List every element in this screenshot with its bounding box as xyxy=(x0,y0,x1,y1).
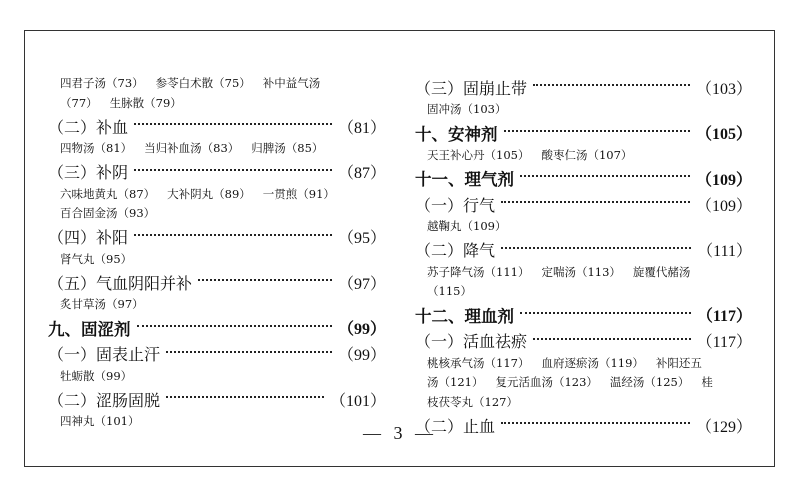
toc-page-ref: （111） xyxy=(697,243,752,260)
toc-entry: 四神丸（101） xyxy=(60,414,140,428)
dot-leader xyxy=(198,279,332,281)
toc-entry-line xyxy=(48,204,386,224)
toc-entry: 桃核承气汤（117） xyxy=(427,355,530,370)
toc-entry: 定喘汤（113） xyxy=(541,264,621,279)
toc-entry-line xyxy=(48,185,386,205)
toc-section-heading xyxy=(415,165,752,191)
toc-section-heading xyxy=(415,120,752,146)
toc-page-ref: （117） xyxy=(696,308,752,325)
toc-page-ref: （87） xyxy=(337,165,386,182)
toc-page-ref: （117） xyxy=(696,334,752,351)
toc-entry: 当归补血汤（83） xyxy=(144,141,240,155)
toc-heading-title: （三）补阴 xyxy=(48,163,129,182)
toc-entry: 生脉散（79） xyxy=(109,95,182,110)
toc-heading-title: （一）固表止汗 xyxy=(48,345,161,364)
toc-entry-line xyxy=(415,393,752,413)
toc-entry-line xyxy=(415,354,752,374)
toc-entry: （115） xyxy=(427,284,472,298)
dot-leader xyxy=(134,123,332,125)
toc-subsection-heading xyxy=(48,159,386,185)
toc-entry: 越鞠丸（109） xyxy=(427,219,507,233)
toc-heading-title: 十、安神剂 xyxy=(415,124,498,144)
toc-subsection-heading xyxy=(48,341,386,367)
toc-entry: 旋覆代赭汤 xyxy=(632,264,691,279)
toc-entry-line xyxy=(415,263,752,283)
toc-entry: 归脾汤（85） xyxy=(251,141,324,155)
toc-page-ref: （99） xyxy=(337,347,386,364)
toc-page-ref: （109） xyxy=(695,197,752,215)
toc-page-ref: （101） xyxy=(329,392,386,410)
toc-heading-title: 九、固涩剂 xyxy=(48,319,131,339)
toc-entry-line xyxy=(48,74,386,94)
toc-entry-line xyxy=(48,250,386,270)
toc-entry-line xyxy=(415,373,752,393)
toc-entry: 复元活血汤（123） xyxy=(495,375,598,389)
toc-entry-line xyxy=(415,217,752,237)
toc-entry: 固冲汤（103） xyxy=(427,102,507,116)
toc-page-ref: （97） xyxy=(337,275,386,293)
dot-leader xyxy=(137,325,332,327)
toc-entry: 补阳还五 xyxy=(655,355,702,370)
toc-subsection-heading xyxy=(415,74,752,100)
toc-heading-title: 十一、理气剂 xyxy=(415,170,514,189)
toc-heading-title: （二）止血 xyxy=(415,416,496,436)
toc-entry-line xyxy=(415,282,752,302)
toc-entry: 温经汤（125） xyxy=(609,375,690,389)
toc-entry: 四君子汤（73） xyxy=(60,76,144,90)
dot-leader xyxy=(501,201,690,203)
toc-entry: 枝茯苓丸（127） xyxy=(427,394,518,409)
toc-heading-title: （二）补血 xyxy=(48,117,129,137)
toc-entry: 肾气丸（95） xyxy=(60,251,133,266)
toc-entry: 酸枣仁汤（107） xyxy=(541,147,633,162)
toc-entry-line xyxy=(415,100,752,120)
dot-leader xyxy=(533,338,691,340)
dot-leader xyxy=(134,169,332,171)
toc-entry: 牡蛎散（99） xyxy=(60,368,133,383)
toc-entry: 六味地黄丸（87） xyxy=(60,186,156,201)
toc-page-ref: （109） xyxy=(695,171,752,189)
page-number: — 3 — xyxy=(363,423,437,443)
toc-heading-title: （一）行气 xyxy=(415,195,496,215)
toc-subsection-heading xyxy=(48,386,386,412)
toc-heading-title: （四）补阳 xyxy=(48,228,129,247)
toc-entry: （77） xyxy=(60,95,98,110)
toc-page-ref: （103） xyxy=(695,80,752,98)
toc-page-ref: （99） xyxy=(337,321,386,338)
toc-entry: 百合固金汤（93） xyxy=(60,206,156,220)
toc-subsection-heading xyxy=(415,328,752,354)
toc-subsection-heading xyxy=(415,237,752,263)
toc-section-heading xyxy=(48,315,386,341)
toc-heading-title: （一）活血祛瘀 xyxy=(415,332,528,351)
toc-entry-line xyxy=(48,367,386,387)
toc-entry: 参苓白术散（75） xyxy=(155,76,251,90)
toc-page-ref: （105） xyxy=(695,126,752,143)
toc-entry-line xyxy=(48,139,386,159)
toc-entry: 一贯煎（91） xyxy=(262,186,335,201)
toc-heading-title: （三）固崩止带 xyxy=(415,78,528,98)
toc-entry-line xyxy=(48,295,386,315)
toc-entry: 补中益气汤 xyxy=(262,76,321,90)
toc-left-column xyxy=(48,74,386,432)
toc-heading-title: （二）降气 xyxy=(415,241,496,260)
toc-entry: 汤（121） xyxy=(427,375,484,389)
toc-entry: 血府逐瘀汤（119） xyxy=(541,355,644,370)
dot-leader xyxy=(166,396,324,398)
toc-subsection-heading xyxy=(415,191,752,217)
toc-entry: 四物汤（81） xyxy=(60,141,133,155)
toc-heading-title: （五）气血阴阳并补 xyxy=(48,273,193,293)
toc-heading-title: 十二、理血剂 xyxy=(415,306,514,326)
toc-entry: 天王补心丹（105） xyxy=(427,147,530,162)
dot-leader xyxy=(520,175,690,177)
toc-page-ref: （81） xyxy=(337,119,386,137)
toc-subsection-heading xyxy=(48,113,386,139)
toc-section-heading xyxy=(415,302,752,328)
dot-leader xyxy=(504,130,690,132)
toc-entry: 苏子降气汤（111） xyxy=(427,264,530,279)
toc-entry: 桂 xyxy=(701,375,713,389)
toc-right-column xyxy=(415,74,752,438)
toc-page-ref: （129） xyxy=(695,418,752,436)
toc-entry-line xyxy=(48,94,386,114)
toc-entry: 炙甘草汤（97） xyxy=(60,297,144,311)
dot-leader xyxy=(166,351,332,353)
dot-leader xyxy=(501,247,691,249)
toc-subsection-heading xyxy=(48,269,386,295)
toc-entry: 大补阴丸（89） xyxy=(167,186,251,201)
toc-subsection-heading xyxy=(48,224,386,250)
toc-entry-line xyxy=(415,146,752,166)
toc-page-ref: （95） xyxy=(337,230,386,247)
dot-leader xyxy=(533,84,690,86)
toc-heading-title: （二）涩肠固脱 xyxy=(48,390,161,410)
dot-leader xyxy=(520,312,691,314)
dot-leader xyxy=(134,234,332,236)
